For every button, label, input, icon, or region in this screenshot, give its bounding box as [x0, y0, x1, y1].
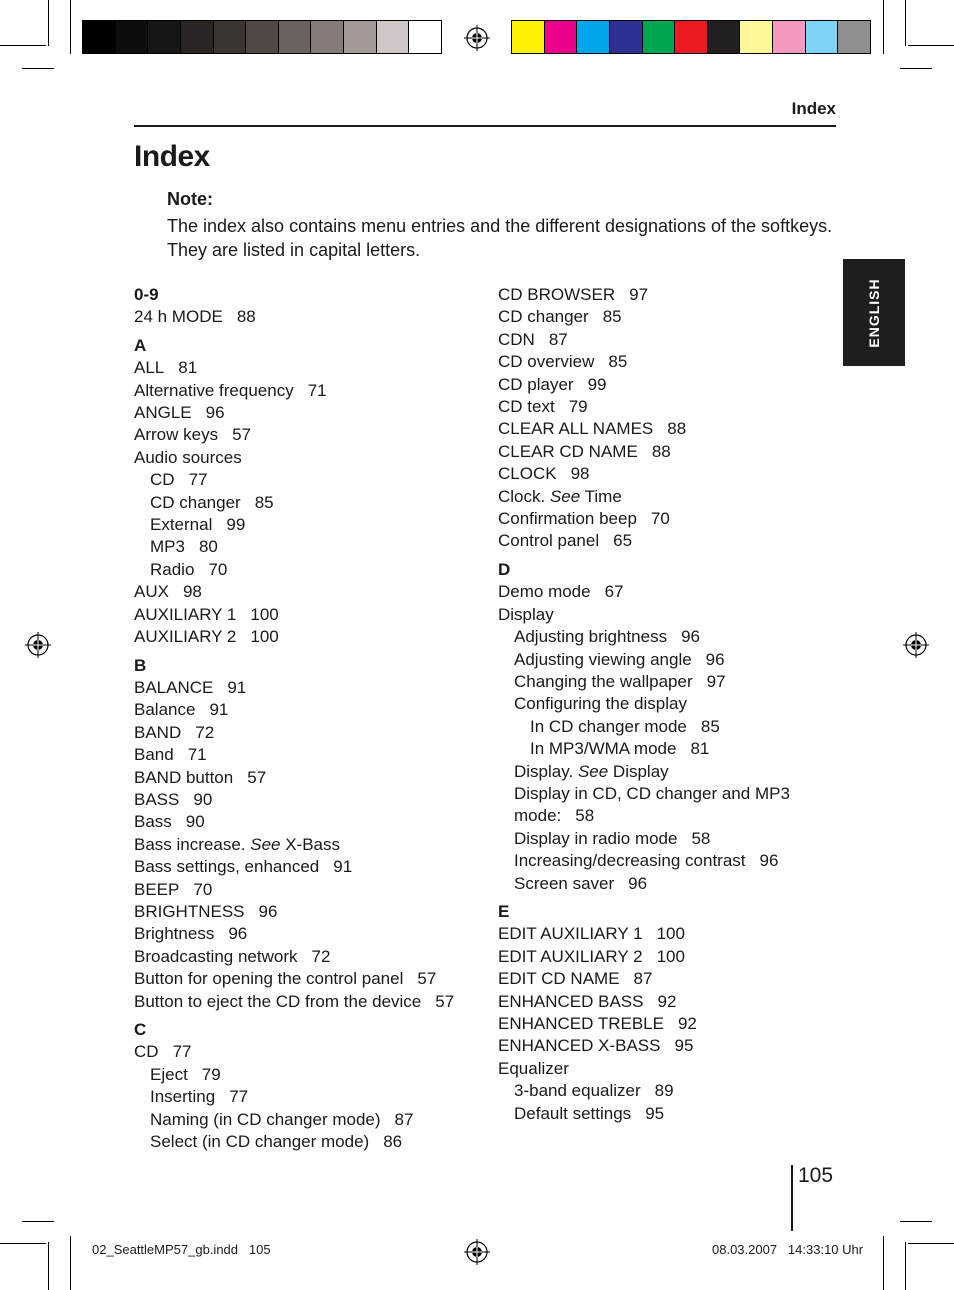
color-swatch [343, 21, 376, 53]
index-entry-page: 96 [228, 924, 248, 944]
index-entry [134, 402, 474, 424]
language-tab [843, 259, 905, 366]
index-entry-term: Changing the wallpaper [514, 671, 693, 691]
index-entry-term: EDIT AUXILIARY 2 [498, 946, 643, 966]
index-entry-term: Button for opening the control panel [134, 969, 404, 989]
index-entry [498, 1103, 838, 1125]
index-entry-term: BEEP [134, 879, 180, 899]
index-entry [134, 306, 474, 328]
crop-mark [48, 1242, 49, 1290]
index-entry-term: CD [150, 470, 175, 490]
index-entry [498, 738, 838, 760]
crop-mark [48, 0, 49, 46]
index-entry-term: Display. [514, 761, 574, 781]
color-swatch [805, 21, 838, 53]
index-entry-page: 91 [227, 677, 247, 697]
index-entry [498, 351, 838, 373]
index-entry [134, 1086, 474, 1108]
index-entry-term: 24 h MODE [134, 307, 223, 327]
header-rule [134, 125, 836, 127]
color-swatch [837, 21, 870, 53]
index-entry [498, 396, 838, 418]
index-entry [134, 879, 474, 901]
index-entry-page: 100 [656, 946, 685, 966]
index-entry-term: BAND [134, 722, 182, 742]
index-entry-term: ALL [134, 358, 165, 378]
index-entry-term: Radio [150, 559, 195, 579]
index-entry-term: CLOCK [498, 464, 557, 484]
index-entry [498, 486, 838, 508]
registration-mark-icon [903, 632, 929, 658]
index-entry-term: Broadcasting network [134, 946, 298, 966]
crop-mark [70, 1236, 71, 1290]
crop-mark [0, 1243, 46, 1244]
registration-mark-icon [464, 1239, 490, 1265]
index-entry-page: 96 [681, 627, 701, 647]
color-calibration-bar [511, 20, 871, 54]
index-entry [134, 424, 474, 446]
index-entry-term: Adjusting viewing angle [514, 649, 692, 669]
index-entry [134, 946, 474, 968]
index-entry-page: 88 [236, 307, 256, 327]
index-entry [498, 306, 838, 328]
index-entry-term: ENHANCED X-BASS [498, 1036, 661, 1056]
index-entry-term: CD changer [498, 307, 589, 327]
index-entry-page: 88 [667, 419, 687, 439]
index-entry-page: 81 [178, 358, 198, 378]
crop-mark [22, 68, 54, 69]
crop-mark [883, 1236, 884, 1290]
crop-mark [908, 45, 954, 46]
index-entry-page: 67 [604, 582, 624, 602]
index-entry [498, 828, 838, 850]
index-entry-term: AUXILIARY 1 [134, 604, 237, 624]
page-number: 105 [798, 1164, 834, 1187]
index-see-target: Display [612, 761, 669, 781]
index-entry-term: Naming (in CD changer mode) [150, 1109, 381, 1129]
index-see-target: Time [584, 486, 622, 506]
index-entry [134, 492, 474, 514]
index-entry-page: 86 [383, 1132, 403, 1152]
index-entry-page: 72 [311, 946, 331, 966]
index-entry-term: Display in CD, CD changer and MP3 [514, 783, 790, 803]
index-entry [134, 626, 474, 648]
note-label: Note: [167, 189, 213, 209]
color-swatch [739, 21, 772, 53]
index-entry-term: BASS [134, 789, 180, 809]
index-entry-page: 96 [705, 649, 725, 669]
index-entry [134, 923, 474, 945]
index-entry-term: BALANCE [134, 677, 214, 697]
index-entry-term: Screen saver [514, 873, 615, 893]
index-entry-page: 92 [677, 1014, 697, 1033]
index-entry [134, 789, 474, 811]
index-entry [498, 508, 838, 530]
index-entry-page: 71 [307, 380, 327, 400]
footer-file-name: 02_SeattleMP57_gb.indd [92, 1242, 239, 1257]
index-letter-heading: D [498, 559, 511, 579]
index-entry-page: 91 [333, 857, 353, 877]
index-see-reference: See [549, 486, 581, 506]
index-entry [134, 722, 474, 744]
index-entry-term: Adjusting brightness [514, 627, 668, 647]
index-entry-page: 96 [759, 851, 779, 871]
color-swatch [408, 21, 441, 53]
index-entry-term: CD text [498, 397, 555, 417]
index-entry-term: Increasing/decreasing contrast [514, 851, 746, 871]
index-entry-page: 58 [691, 828, 711, 848]
color-swatch [772, 21, 805, 53]
crop-mark [905, 0, 906, 46]
color-swatch [278, 21, 311, 53]
index-entry-page: 58 [575, 806, 595, 826]
index-letter-heading: C [134, 1020, 147, 1039]
crop-mark [70, 0, 71, 54]
index-entry-term: CLEAR ALL NAMES [498, 419, 654, 439]
index-entry-page: 80 [198, 537, 218, 557]
index-entry-term: EDIT AUXILIARY 1 [498, 924, 643, 944]
index-entry-page: 57 [435, 991, 455, 1011]
note-text: The index also contains menu entries and the different designations of the softkeys. They are listed in capital letters. [167, 216, 833, 260]
index-entry-term: Equalizer [498, 1058, 569, 1078]
index-entry-term: MP3 [150, 537, 185, 557]
index-entry [498, 626, 838, 648]
index-entry-page: 85 [700, 716, 720, 736]
footer-file-info [92, 1242, 271, 1257]
index-entry-page: 100 [250, 604, 279, 624]
index-entry-page: 70 [208, 559, 228, 579]
registration-mark-icon [25, 632, 51, 658]
index-entry-term: ANGLE [134, 403, 192, 423]
index-column-left [134, 284, 474, 1153]
index-entry-term: Select (in CD changer mode) [150, 1132, 370, 1152]
index-entry [134, 514, 474, 536]
index-entry [134, 1109, 474, 1131]
index-entry-page: 85 [254, 492, 274, 512]
index-entry [498, 284, 838, 306]
index-entry-page: 70 [193, 879, 213, 899]
index-entry-term: Confirmation beep [498, 509, 637, 529]
index-entry [498, 329, 838, 351]
footer-time: 14:33:10 Uhr [787, 1242, 864, 1257]
index-entry [134, 968, 474, 990]
index-entry [134, 677, 474, 699]
color-swatch [83, 21, 115, 53]
index-entry [134, 604, 474, 626]
index-entry [498, 693, 838, 715]
index-entry-page: 71 [187, 745, 207, 765]
index-entry-term: Configuring the display [514, 694, 687, 714]
index-entry-page: 92 [657, 991, 677, 1011]
index-entry-page: 99 [226, 515, 246, 535]
color-swatch [512, 21, 544, 53]
index-entry-term: Button to eject the CD from the device [134, 991, 422, 1011]
index-entry-term: Audio sources [134, 447, 242, 467]
footer-file-page: 105 [248, 1242, 271, 1257]
footer-date: 08.03.2007 [712, 1242, 778, 1257]
color-swatch [147, 21, 180, 53]
index-entry-page: 98 [182, 582, 202, 602]
index-entry-page: 96 [258, 901, 278, 921]
index-entry [134, 469, 474, 491]
running-header: Index [791, 99, 836, 118]
index-entry-term: Display [498, 604, 554, 624]
index-entry [498, 1080, 838, 1102]
index-entry [134, 380, 474, 402]
index-entry [498, 761, 838, 783]
index-entry [134, 767, 474, 789]
index-entry [498, 1013, 838, 1035]
index-entry [134, 357, 474, 379]
index-entry-term: CDN [498, 329, 535, 349]
index-entry [498, 783, 838, 805]
color-swatch [115, 21, 148, 53]
index-entry-page: 88 [651, 441, 671, 461]
index-entry [134, 744, 474, 766]
index-entry-term: Demo mode [498, 582, 591, 602]
index-entry-page: 72 [195, 722, 215, 742]
index-entry-page: 77 [172, 1042, 192, 1062]
index-entry-page: 100 [656, 924, 685, 944]
index-entry-term: 3-band equalizer [514, 1081, 641, 1101]
color-swatch [376, 21, 409, 53]
language-tab-label: ENGLISH [866, 277, 882, 348]
index-entry [498, 418, 838, 440]
index-see-reference: See [250, 834, 281, 854]
index-entry-term: BAND button [134, 767, 234, 787]
index-entry-page: 87 [394, 1109, 414, 1129]
index-entry [498, 968, 838, 990]
color-swatch [642, 21, 675, 53]
index-entry-page: 77 [188, 470, 208, 490]
index-entry-page: 95 [645, 1103, 665, 1123]
color-swatch [180, 21, 213, 53]
index-entry [134, 991, 474, 1013]
index-letter-heading: B [134, 655, 147, 675]
index-entry-term: Alternative frequency [134, 380, 294, 400]
index-entry-page: 90 [185, 812, 205, 832]
index-entry-page: 99 [587, 374, 607, 394]
index-entry [498, 649, 838, 671]
index-letter-heading: 0-9 [134, 285, 159, 304]
index-entry [498, 671, 838, 693]
index-entry-term: Brightness [134, 924, 215, 944]
index-entry [134, 559, 474, 581]
index-entry-term: CD player [498, 374, 574, 394]
index-entry [498, 946, 838, 968]
index-entry-page: 70 [650, 509, 670, 529]
index-entry [498, 441, 838, 463]
index-entry-page: 90 [193, 789, 213, 809]
index-entry-page: 96 [205, 403, 225, 423]
color-swatch [245, 21, 278, 53]
index-letter-heading: E [498, 901, 510, 921]
registration-mark-icon [464, 25, 490, 51]
color-swatch [609, 21, 642, 53]
index-entry-term: Bass settings, enhanced [134, 857, 320, 877]
index-entry-page: 65 [613, 531, 633, 551]
index-entry-page: 97 [629, 285, 649, 304]
index-entry [134, 834, 474, 856]
crop-mark [908, 1243, 954, 1244]
index-entry-term: AUXILIARY 2 [134, 627, 237, 647]
index-entry-term: CD overview [498, 352, 595, 372]
index-entry [498, 850, 838, 872]
index-column-right [498, 284, 838, 1125]
index-entry [498, 716, 838, 738]
index-entry-term: Bass [134, 812, 172, 832]
color-swatch [674, 21, 707, 53]
index-entry [134, 699, 474, 721]
index-entry-page: 89 [654, 1081, 674, 1101]
index-entry [498, 530, 838, 552]
index-entry-page: 97 [706, 671, 726, 691]
index-entry-page: 79 [201, 1064, 221, 1084]
index-entry [498, 581, 838, 603]
index-entry-term: mode: [514, 806, 562, 826]
index-entry-page: 57 [417, 969, 437, 989]
grayscale-calibration-bar [82, 20, 442, 54]
index-see-target: X-Bass [285, 834, 341, 854]
index-entry-page: 79 [568, 397, 588, 417]
index-entry [134, 856, 474, 878]
index-entry-page: 81 [690, 739, 710, 759]
index-entry-term: Clock. [498, 486, 546, 506]
index-entry-term: Default settings [514, 1103, 632, 1123]
index-entry-term: CLEAR CD NAME [498, 441, 638, 461]
index-entry-term: Band [134, 745, 174, 765]
index-entry-page: 57 [232, 425, 251, 445]
index-entry [498, 923, 838, 945]
index-entry [498, 873, 838, 895]
crop-mark [22, 1221, 54, 1222]
footer-timestamp [712, 1242, 863, 1257]
index-entry-page: 85 [602, 307, 622, 327]
index-entry-term: EDIT CD NAME [498, 969, 620, 989]
index-entry [498, 1058, 838, 1080]
index-entry-term: ENHANCED BASS [498, 991, 644, 1011]
index-entry-page: 57 [247, 767, 267, 787]
index-entry [134, 1064, 474, 1086]
index-entry-page: 98 [570, 464, 590, 484]
index-entry-page: 91 [209, 700, 229, 720]
crop-mark [900, 1221, 932, 1222]
index-see-reference: See [577, 761, 609, 781]
index-entry-page: 87 [548, 329, 568, 349]
index-entry-page: 96 [628, 873, 648, 893]
index-entry [134, 581, 474, 603]
index-entry [134, 1131, 474, 1153]
index-entry-term: In CD changer mode [530, 716, 687, 736]
index-entry-term: Control panel [498, 531, 600, 551]
index-letter-heading: A [134, 335, 147, 355]
index-entry [134, 901, 474, 923]
color-swatch [707, 21, 740, 53]
index-entry-page: 95 [674, 1036, 694, 1056]
page-title: Index [134, 140, 210, 173]
crop-mark [883, 0, 884, 54]
index-entry-term: CD BROWSER [498, 285, 616, 304]
index-entry-term: CD [134, 1042, 159, 1062]
index-entry [498, 463, 838, 485]
index-entry-term: Eject [150, 1064, 188, 1084]
index-entry [134, 1041, 474, 1063]
index-entry [498, 1035, 838, 1057]
index-entry-term: BRIGHTNESS [134, 901, 245, 921]
index-entry [498, 991, 838, 1013]
index-entry-term: Inserting [150, 1087, 216, 1107]
color-swatch [310, 21, 343, 53]
index-entry-page: 85 [608, 352, 628, 372]
index-entry [498, 374, 838, 396]
crop-mark [905, 1242, 906, 1290]
index-entry-page: 100 [250, 627, 279, 647]
index-entry-term: Display in radio mode [514, 828, 678, 848]
crop-mark [0, 45, 46, 46]
index-entry-page: 77 [229, 1087, 249, 1107]
index-entry-term: AUX [134, 582, 169, 602]
index-entry-term: Bass increase. [134, 834, 246, 854]
index-entry-term: In MP3/WMA mode [530, 739, 677, 759]
index-entry-term: Balance [134, 700, 196, 720]
index-entry [498, 604, 838, 626]
color-swatch [576, 21, 609, 53]
color-swatch [213, 21, 246, 53]
index-entry [134, 536, 474, 558]
index-entry-term: ENHANCED TREBLE [498, 1014, 664, 1033]
index-entry [134, 811, 474, 833]
crop-mark [900, 68, 932, 69]
page-number-rule [791, 1165, 793, 1231]
index-entry-page: 87 [633, 969, 653, 989]
index-entry-term: External [150, 515, 213, 535]
color-swatch [544, 21, 577, 53]
index-entry-term: CD changer [150, 492, 241, 512]
index-entry-term: Arrow keys [134, 425, 219, 445]
index-entry [498, 805, 838, 827]
index-entry [134, 447, 474, 469]
